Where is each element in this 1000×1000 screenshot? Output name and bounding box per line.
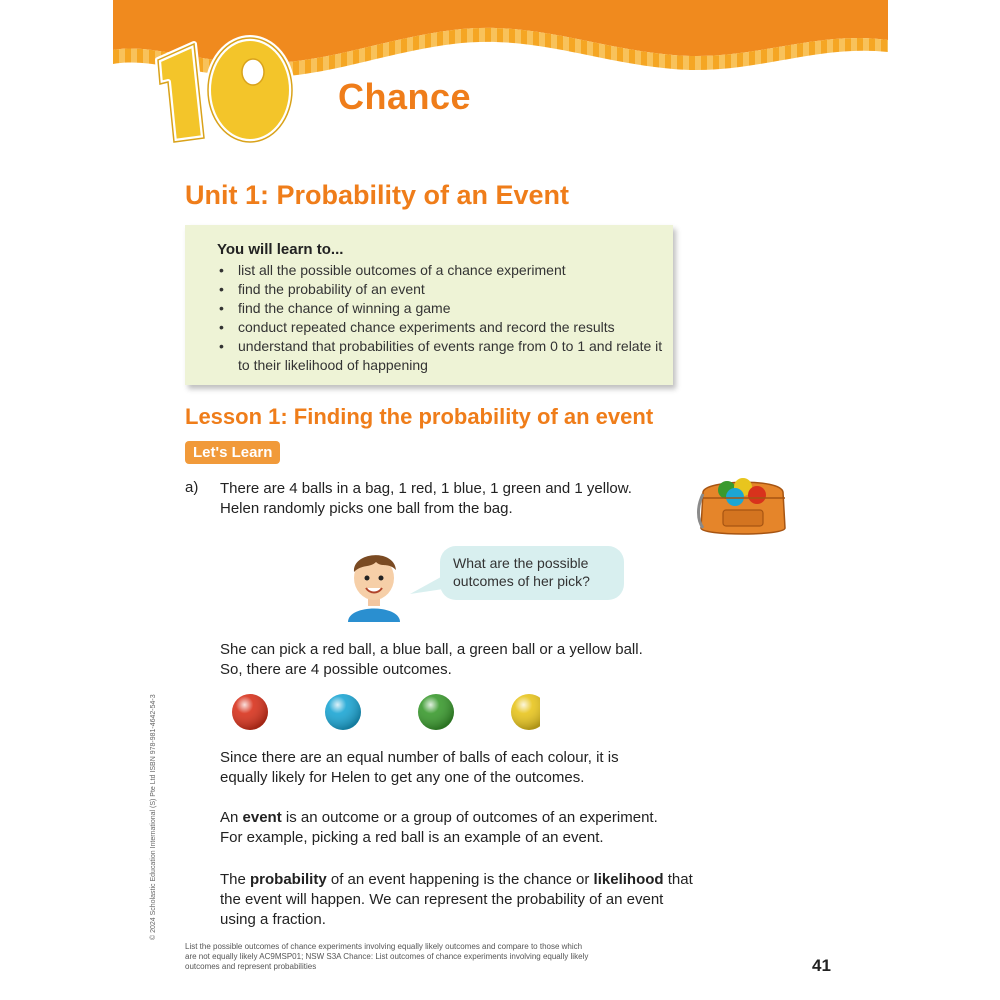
speech-line: What are the possible: [453, 555, 589, 571]
lesson-title: Lesson 1: Finding the probability of an event: [185, 404, 654, 429]
red-ball: [232, 694, 268, 730]
footer-line: are not equally likely AC9MSP01; NSW S3A Chance: List outcomes of chance experiments involving equally likely: [185, 952, 589, 961]
bag-of-balls-illustration: [695, 470, 790, 540]
list-item: • understand that probabilities of events range from 0 to 1 and relate it to their likelihood of happening: [217, 337, 667, 375]
event-line: For example, picking a red ball is an example of an event.: [220, 829, 604, 846]
speech-bubble-text: [453, 554, 590, 590]
probability-line: using a fraction.: [220, 911, 326, 928]
outcomes-line: She can pick a red ball, a blue ball, a green ball or a yellow ball.: [220, 641, 643, 658]
curriculum-footer: [185, 942, 685, 972]
outcomes-text: [220, 640, 643, 680]
speech-line: outcomes of her pick?: [453, 573, 590, 589]
likelihood-term: likelihood: [593, 871, 664, 888]
probability-line: the event will happen. We can represent the probability of an event: [220, 891, 664, 908]
learning-objectives-list: [217, 261, 667, 375]
copyright-note: © 2024 Scholastic Education International (S) Pte Ltd ISBN 978-981-4642-54-3: [150, 694, 157, 940]
probability-term: probability: [250, 871, 327, 888]
list-item: • list all the possible outcomes of a chance experiment: [217, 261, 667, 280]
chapter-title: Chance: [338, 76, 472, 117]
example-line: Helen randomly picks one ball from the bag.: [220, 500, 513, 517]
footer-line: outcomes and represent probabilities: [185, 962, 317, 971]
chapter-number: 10: [150, 30, 152, 31]
yellow-ball: [511, 694, 540, 730]
learning-objectives-box: [185, 225, 673, 385]
event-term: event: [242, 809, 282, 826]
footer-line: List the possible outcomes of chance experiments involving equally likely outcomes and compare to those which: [185, 942, 583, 951]
lets-learn-badge: Let's Learn: [185, 441, 280, 464]
event-definition: [220, 808, 658, 848]
page-number: 41: [812, 956, 831, 975]
event-line: An event is an outcome or a group of outcomes of an experiment.: [220, 809, 658, 826]
learning-objectives-heading: You will learn to...: [217, 241, 344, 258]
equal-line: equally likely for Helen to get any one of the outcomes.: [220, 769, 585, 786]
outcomes-line: So, there are 4 possible outcomes.: [220, 661, 452, 678]
list-item: • find the chance of winning a game: [217, 299, 667, 318]
example-marker: a): [185, 479, 199, 496]
probability-line: The probability of an event happening is the chance or likelihood that: [220, 871, 693, 888]
example-line: There are 4 balls in a bag, 1 red, 1 blue, 1 green and 1 yellow.: [220, 480, 632, 497]
list-item: • conduct repeated chance experiments and record the results: [217, 318, 667, 337]
list-item: • find the probability of an event: [217, 280, 667, 299]
chapter-number-graphic: [150, 30, 300, 150]
unit-title: Unit 1: Probability of an Event: [185, 180, 570, 210]
blue-ball: [325, 694, 361, 730]
boy-character-illustration: [342, 542, 406, 622]
example-text: [220, 479, 632, 519]
speech-bubble: [440, 546, 624, 600]
probability-definition: [220, 870, 693, 930]
equal-line: Since there are an equal number of balls of each colour, it is: [220, 749, 619, 766]
green-ball: [418, 694, 454, 730]
equal-likelihood-text: [220, 748, 619, 788]
coloured-balls-row: [230, 692, 540, 732]
